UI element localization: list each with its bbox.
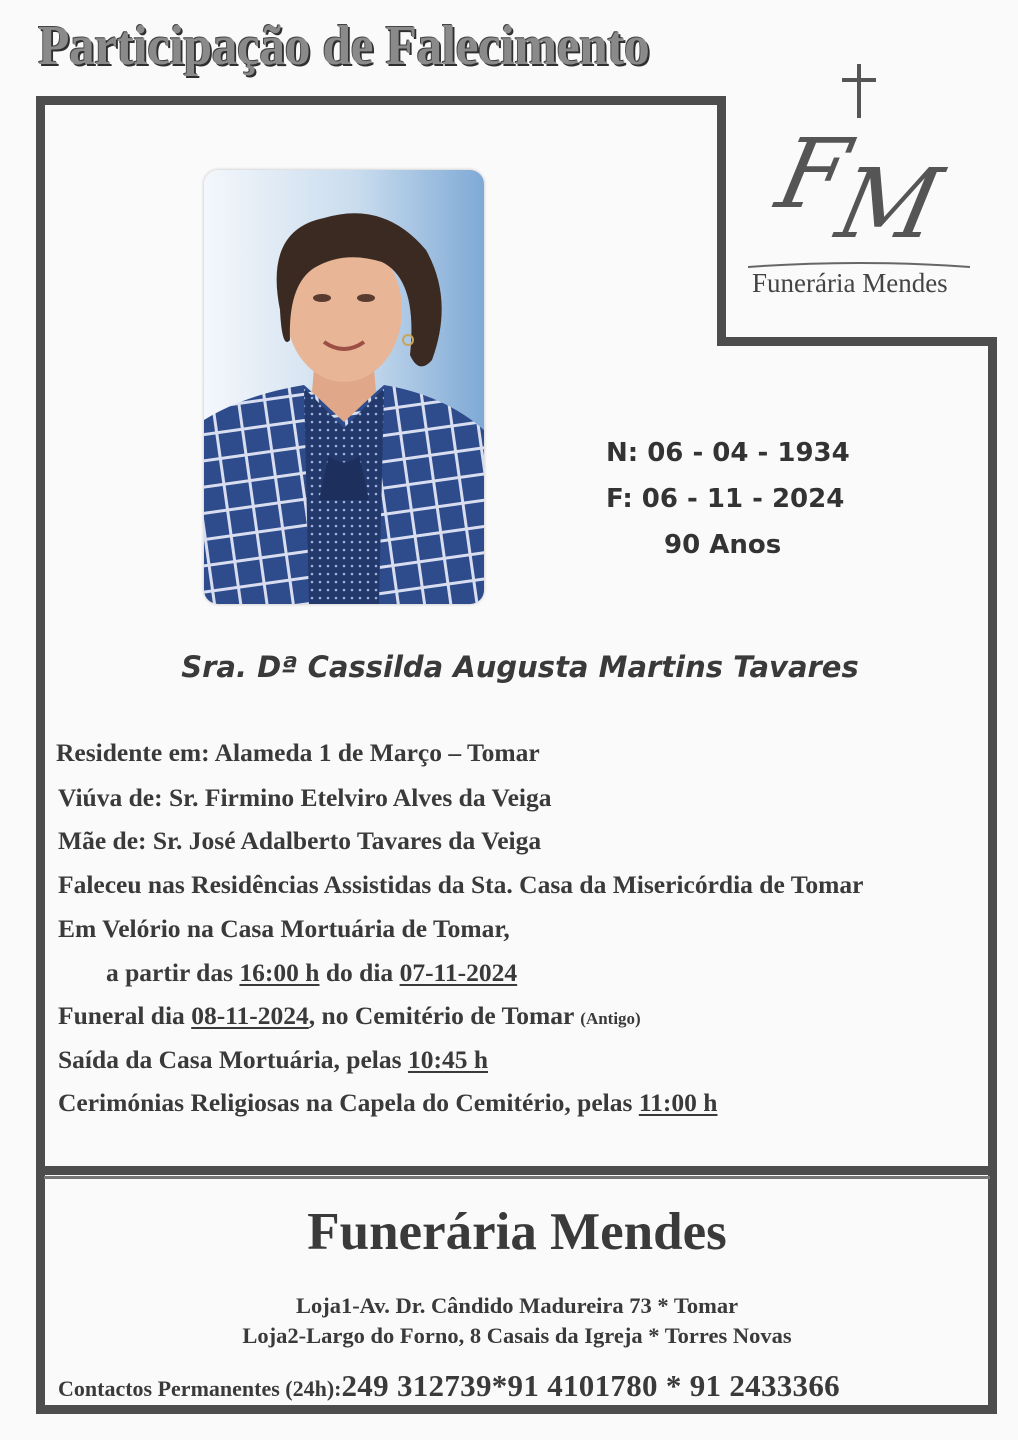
deceased-name: Sra. Dª Cassilda Augusta Martins Tavares: [181, 650, 859, 684]
departure-line: Saída da Casa Mortuária, pelas 10:45 h: [58, 1045, 489, 1074]
contacts-numbers: 249 312739*91 4101780 * 91 2433366: [341, 1368, 840, 1403]
death-date: F: 06 - 11 - 2024: [606, 484, 845, 514]
departure-time: 10:45 h: [407, 1045, 489, 1074]
store2-address: Loja2-Largo do Forno, 8 Casais da Igreja * Torres Novas: [242, 1323, 792, 1348]
logo-monogram: [770, 118, 990, 258]
logo-name: Funerária Mendes: [752, 268, 948, 298]
funeral-date: 08-11-2024: [191, 1001, 309, 1030]
wake-line: Em Velório na Casa Mortuária de Tomar,: [58, 914, 510, 943]
died-at-line: Faleceu nas Residências Assistidas da Sta. Casa da Misericórdia de Tomar: [58, 870, 864, 899]
wake-time-line: a partir das 16:00 h do dia 07-11-2024: [106, 958, 518, 987]
ceremony-line: Cerimónias Religiosas na Capela do Cemitério, pelas 11:00 h: [58, 1088, 718, 1117]
portrait-photo: [204, 170, 484, 604]
monogram-letter-f: F: [768, 118, 859, 230]
funeral-line: Funeral dia 08-11-2024, no Cemitério de Tomar (Antigo): [58, 1001, 641, 1030]
birth-date: N: 06 - 04 - 1934: [606, 438, 850, 468]
footer-company-name: Funerária Mendes: [307, 1203, 727, 1261]
funeral-note: (Antigo): [580, 1009, 641, 1028]
wake-time: 16:00 h: [239, 958, 320, 987]
residence-line: Residente em: Alameda 1 de Março – Tomar: [56, 738, 540, 767]
contacts-label: Contactos Permanentes (24h):: [58, 1376, 342, 1401]
page-title: Participação de Falecimento: [38, 15, 650, 77]
mother-line: Mãe de: Sr. José Adalberto Tavares da Veiga: [58, 826, 542, 855]
age: 90 Anos: [664, 530, 782, 560]
monogram-letter-m: M: [828, 148, 951, 260]
wake-date: 07-11-2024: [399, 958, 518, 987]
ceremony-time: 11:00 h: [638, 1088, 718, 1117]
contacts: [58, 1368, 840, 1404]
cross-icon: [834, 60, 884, 120]
store1-address: Loja1-Av. Dr. Cândido Madureira 73 * Tomar: [295, 1293, 739, 1318]
widow-line: Viúva de: Sr. Firmino Etelviro Alves da Veiga: [58, 783, 552, 812]
